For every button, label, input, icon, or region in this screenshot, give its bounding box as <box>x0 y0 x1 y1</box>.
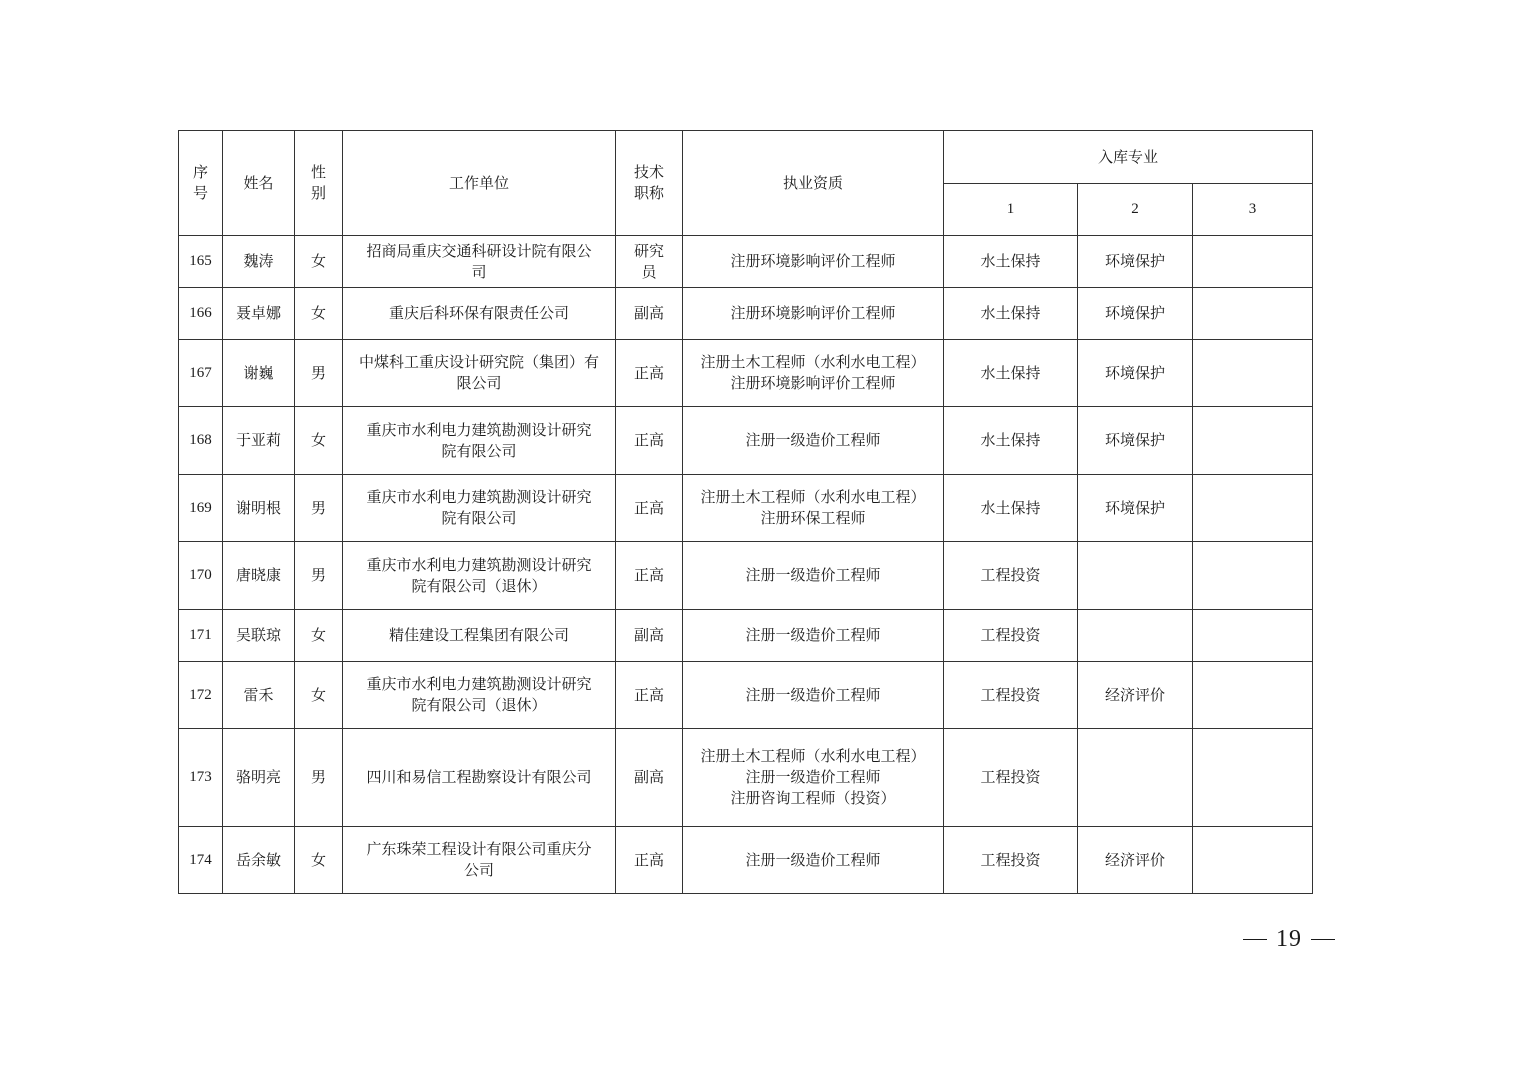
cell-name: 聂卓娜 <box>223 288 295 340</box>
cell-name: 魏涛 <box>223 236 295 288</box>
cell-gender: 女 <box>295 827 343 894</box>
cell-name: 岳余敏 <box>223 827 295 894</box>
cell-specialty-3 <box>1193 407 1313 475</box>
header-specialty-3: 3 <box>1193 184 1313 236</box>
cell-title: 研究 员 <box>616 236 683 288</box>
cell-specialty-3 <box>1193 662 1313 729</box>
cell-specialty-2: 环境保护 <box>1078 236 1193 288</box>
cell-specialty-3 <box>1193 236 1313 288</box>
cell-specialty-3 <box>1193 729 1313 827</box>
cell-gender: 女 <box>295 236 343 288</box>
cell-qualification: 注册一级造价工程师 <box>683 407 944 475</box>
header-employer: 工作单位 <box>343 131 616 236</box>
cell-qualification: 注册土木工程师（水利水电工程） 注册环保工程师 <box>683 475 944 542</box>
cell-employer: 精佳建设工程集团有限公司 <box>343 610 616 662</box>
table-row <box>179 662 1313 729</box>
page-number: 19 <box>1276 925 1302 952</box>
table-row <box>179 610 1313 662</box>
cell-specialty-1: 工程投资 <box>944 542 1078 610</box>
cell-specialty-3 <box>1193 340 1313 407</box>
cell-qualification: 注册环境影响评价工程师 <box>683 288 944 340</box>
cell-name: 谢明根 <box>223 475 295 542</box>
cell-specialty-1: 工程投资 <box>944 729 1078 827</box>
cell-specialty-3 <box>1193 610 1313 662</box>
cell-specialty-2: 环境保护 <box>1078 288 1193 340</box>
cell-name: 雷禾 <box>223 662 295 729</box>
cell-title: 正高 <box>616 340 683 407</box>
cell-gender: 女 <box>295 288 343 340</box>
table-body <box>179 236 1313 894</box>
cell-employer: 重庆市水利电力建筑勘测设计研究 院有限公司（退休） <box>343 542 616 610</box>
cell-name: 谢巍 <box>223 340 295 407</box>
cell-title: 副高 <box>616 729 683 827</box>
cell-specialty-2: 经济评价 <box>1078 662 1193 729</box>
table-row <box>179 288 1313 340</box>
table-row <box>179 475 1313 542</box>
cell-specialty-1: 工程投资 <box>944 610 1078 662</box>
table-header <box>179 131 1313 236</box>
cell-title: 正高 <box>616 542 683 610</box>
cell-specialty-1: 水土保持 <box>944 407 1078 475</box>
cell-specialty-3 <box>1193 288 1313 340</box>
header-qualification: 执业资质 <box>683 131 944 236</box>
cell-specialty-3 <box>1193 542 1313 610</box>
cell-seq: 169 <box>179 475 223 542</box>
cell-specialty-2: 环境保护 <box>1078 340 1193 407</box>
cell-seq: 166 <box>179 288 223 340</box>
cell-gender: 男 <box>295 475 343 542</box>
cell-gender: 男 <box>295 542 343 610</box>
table-row <box>179 542 1313 610</box>
cell-gender: 女 <box>295 407 343 475</box>
header-gender: 性 别 <box>295 131 343 236</box>
expert-roster-table <box>178 130 1313 894</box>
cell-employer: 招商局重庆交通科研设计院有限公 司 <box>343 236 616 288</box>
cell-qualification: 注册一级造价工程师 <box>683 610 944 662</box>
cell-title: 正高 <box>616 827 683 894</box>
cell-qualification: 注册环境影响评价工程师 <box>683 236 944 288</box>
cell-seq: 167 <box>179 340 223 407</box>
dash-right <box>1311 939 1335 940</box>
cell-seq: 172 <box>179 662 223 729</box>
cell-specialty-3 <box>1193 827 1313 894</box>
cell-specialty-1: 水土保持 <box>944 288 1078 340</box>
table-row <box>179 236 1313 288</box>
cell-specialty-1: 工程投资 <box>944 827 1078 894</box>
cell-title: 正高 <box>616 407 683 475</box>
cell-specialty-3 <box>1193 475 1313 542</box>
cell-title: 副高 <box>616 288 683 340</box>
cell-specialty-1: 水土保持 <box>944 340 1078 407</box>
header-specialty-2: 2 <box>1078 184 1193 236</box>
cell-gender: 男 <box>295 729 343 827</box>
cell-name: 吴联琼 <box>223 610 295 662</box>
cell-name: 于亚莉 <box>223 407 295 475</box>
cell-seq: 170 <box>179 542 223 610</box>
cell-specialty-1: 水土保持 <box>944 475 1078 542</box>
cell-employer: 四川和易信工程勘察设计有限公司 <box>343 729 616 827</box>
table-row <box>179 729 1313 827</box>
cell-qualification: 注册一级造价工程师 <box>683 827 944 894</box>
cell-title: 正高 <box>616 475 683 542</box>
dash-left <box>1243 939 1267 940</box>
header-specialty: 入库专业 <box>944 131 1313 184</box>
cell-specialty-1: 工程投资 <box>944 662 1078 729</box>
cell-specialty-2 <box>1078 610 1193 662</box>
header-name: 姓名 <box>223 131 295 236</box>
cell-specialty-2 <box>1078 542 1193 610</box>
cell-employer: 中煤科工重庆设计研究院（集团）有 限公司 <box>343 340 616 407</box>
cell-employer: 重庆市水利电力建筑勘测设计研究 院有限公司 <box>343 407 616 475</box>
header-title: 技术 职称 <box>616 131 683 236</box>
cell-seq: 165 <box>179 236 223 288</box>
cell-specialty-2: 经济评价 <box>1078 827 1193 894</box>
cell-qualification: 注册一级造价工程师 <box>683 662 944 729</box>
cell-employer: 重庆市水利电力建筑勘测设计研究 院有限公司（退休） <box>343 662 616 729</box>
cell-seq: 168 <box>179 407 223 475</box>
cell-name: 骆明亮 <box>223 729 295 827</box>
cell-qualification: 注册土木工程师（水利水电工程） 注册一级造价工程师 注册咨询工程师（投资） <box>683 729 944 827</box>
cell-title: 副高 <box>616 610 683 662</box>
cell-employer: 重庆后科环保有限责任公司 <box>343 288 616 340</box>
header-seq: 序 号 <box>179 131 223 236</box>
cell-gender: 女 <box>295 662 343 729</box>
header-specialty-1: 1 <box>944 184 1078 236</box>
cell-specialty-2: 环境保护 <box>1078 407 1193 475</box>
cell-specialty-1: 水土保持 <box>944 236 1078 288</box>
cell-name: 唐晓康 <box>223 542 295 610</box>
cell-seq: 174 <box>179 827 223 894</box>
table-row <box>179 827 1313 894</box>
cell-employer: 重庆市水利电力建筑勘测设计研究 院有限公司 <box>343 475 616 542</box>
cell-qualification: 注册一级造价工程师 <box>683 542 944 610</box>
cell-seq: 173 <box>179 729 223 827</box>
page-number-footer <box>1234 922 1344 956</box>
cell-qualification: 注册土木工程师（水利水电工程） 注册环境影响评价工程师 <box>683 340 944 407</box>
cell-gender: 女 <box>295 610 343 662</box>
cell-title: 正高 <box>616 662 683 729</box>
cell-seq: 171 <box>179 610 223 662</box>
table-row <box>179 340 1313 407</box>
cell-specialty-2 <box>1078 729 1193 827</box>
cell-specialty-2: 环境保护 <box>1078 475 1193 542</box>
cell-gender: 男 <box>295 340 343 407</box>
table-row <box>179 407 1313 475</box>
cell-employer: 广东珠荣工程设计有限公司重庆分 公司 <box>343 827 616 894</box>
